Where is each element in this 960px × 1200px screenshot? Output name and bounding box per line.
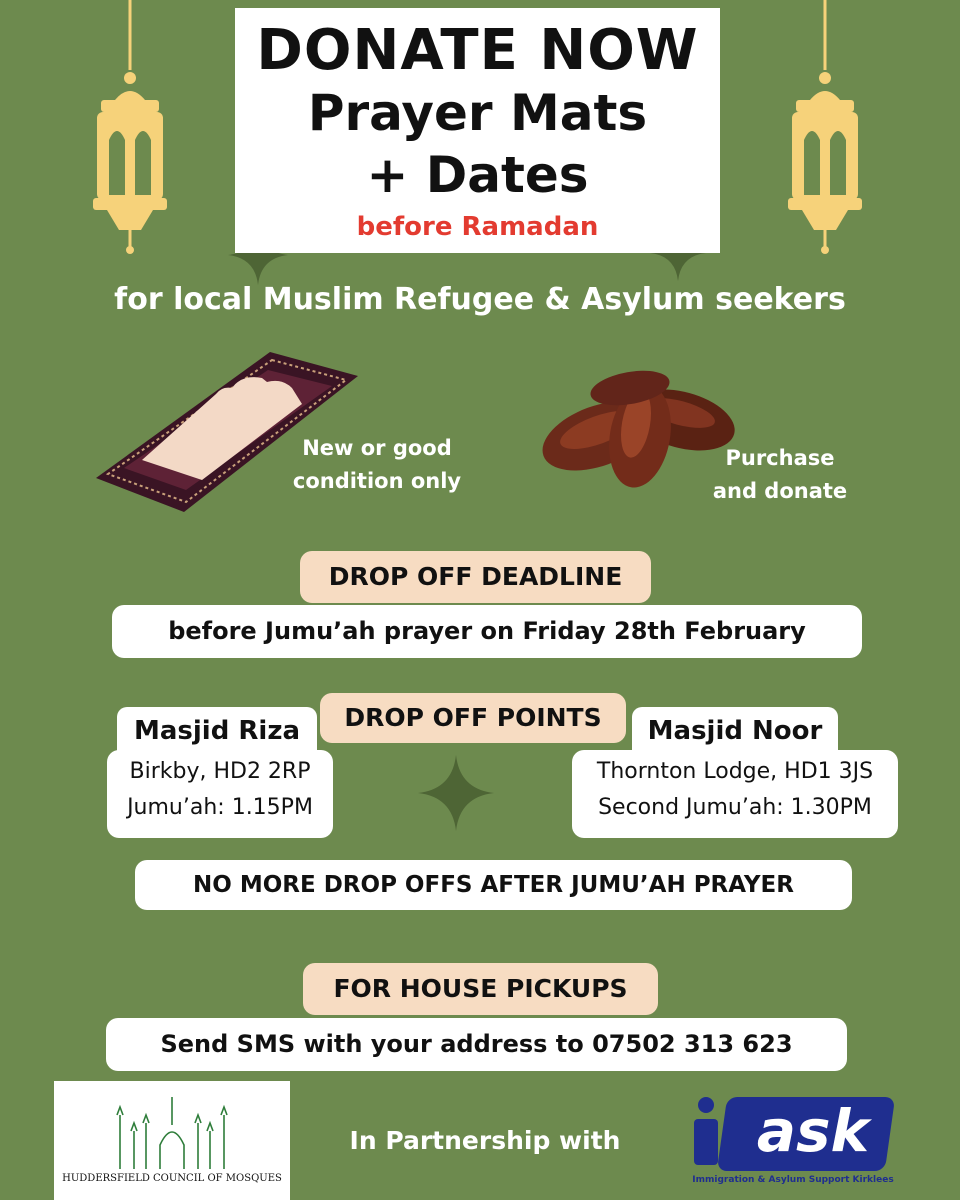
- masjid-noor-time: Second Jumu’ah: 1.30PM: [598, 795, 872, 820]
- prayer-mat-caption-line-2: condition only: [292, 469, 462, 493]
- title-line-1: DONATE NOW: [256, 18, 699, 83]
- dates-caption-line-2: and donate: [712, 479, 848, 503]
- title-line-3: + Dates: [366, 146, 589, 204]
- drop-off-points-label: DROP OFF POINTS: [320, 693, 626, 743]
- partnership-text: In Partnership with: [349, 1126, 621, 1155]
- lantern-left-icon: [85, 0, 175, 260]
- masjid-riza-time: Jumu’ah: 1.15PM: [127, 795, 313, 820]
- masjid-noor-address: Thornton Lodge, HD1 3JS: [596, 759, 874, 784]
- iask-logo-word: ask: [756, 1097, 870, 1165]
- masjid-riza-name: Masjid Riza: [117, 707, 317, 755]
- drop-off-deadline-label: DROP OFF DEADLINE: [300, 551, 651, 603]
- house-pickups-label: FOR HOUSE PICKUPS: [303, 963, 658, 1015]
- deadline-text: before Jumu’ah prayer on Friday 28th February: [112, 605, 862, 658]
- lantern-right-icon: [780, 0, 870, 260]
- masjid-riza-address: Birkby, HD2 2RP: [129, 759, 311, 784]
- sparkle-center-icon: [418, 755, 494, 831]
- before-ramadan-label: before Ramadan: [335, 205, 620, 250]
- masjid-riza-card: [107, 750, 333, 838]
- prayer-mat-caption-line-1: New or good: [302, 436, 452, 460]
- masjid-noor-card: [572, 750, 898, 838]
- prayer-mat-caption: [262, 432, 492, 498]
- no-more-drop-offs-notice: NO MORE DROP OFFS AFTER JUMU’AH PRAYER: [135, 860, 852, 910]
- sms-instructions: Send SMS with your address to 07502 313 623: [106, 1018, 847, 1071]
- iask-logo-tagline: Immigration & Asylum Support Kirklees: [692, 1175, 894, 1185]
- iask-logo: [688, 1093, 898, 1193]
- council-logo-text: HUDDERSFIELD COUNCIL OF MOSQUES: [62, 1173, 282, 1184]
- mosque-logo-icon: [112, 1093, 232, 1171]
- masjid-noor-name: Masjid Noor: [632, 707, 838, 755]
- huddersfield-council-logo: [54, 1081, 290, 1200]
- title-line-2: Prayer Mats: [307, 84, 648, 142]
- dates-caption: [680, 442, 880, 508]
- dates-caption-line-1: Purchase: [725, 446, 835, 470]
- subtitle: for local Muslim Refugee & Asylum seekers: [114, 282, 846, 317]
